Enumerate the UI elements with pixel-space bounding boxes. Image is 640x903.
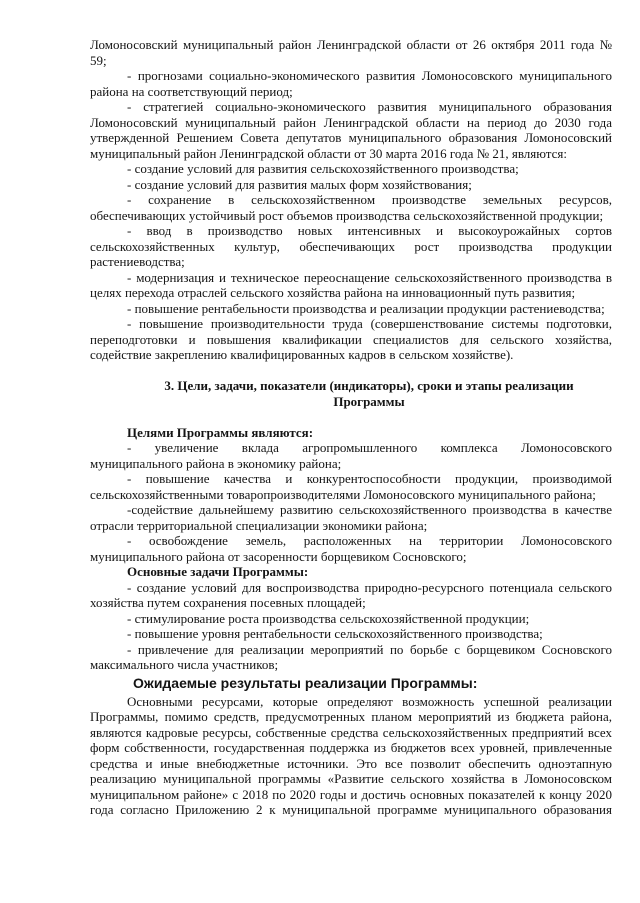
text-line: - создание условий для воспроизводства природно-ресурсного потенциала сельского	[127, 579, 612, 595]
results-text	[90, 694, 612, 818]
priority-item	[90, 177, 612, 193]
text-line: сельскохозяйственными товаропроизводителями Ломоносовского муниципального района;	[90, 486, 596, 502]
goal-item	[90, 533, 612, 564]
text-line: форм собственности, государственная поддержка из бюджетов всех уровней, привлеченные	[90, 740, 612, 755]
text-line: района на соответствующий период;	[90, 83, 293, 99]
text-line: - прогнозами социально-экономического развития Ломоносовского муниципального	[127, 68, 612, 83]
priority-item	[90, 161, 612, 177]
task-item	[90, 611, 612, 627]
intro-continuation	[90, 37, 612, 68]
text-line: - повышение качества и конкурентоспособности продукции, производимой	[127, 471, 612, 486]
text-line: растениеводства;	[90, 254, 185, 269]
paragraph-spacer	[90, 409, 612, 425]
text-line: - сохранение в сельскохозяйственном производстве земельных ресурсов,	[127, 192, 612, 207]
goal-item	[90, 502, 612, 533]
results-heading: Ожидаемые результаты реализации Программы:	[133, 674, 478, 691]
text-line: - повышение производительности труда (совершенствование системы подготовки,	[127, 316, 612, 331]
text-line: - стимулирование роста производства сельскохозяйственной продукции;	[127, 610, 530, 626]
text-line: Ломоносовский муниципальный район Ленинградской области от 26 октября 2011 года №	[90, 37, 612, 52]
text-line: -содействие дальнейшему развитию сельскохозяйственного производства в качестве	[127, 502, 612, 517]
basis-list	[90, 68, 612, 161]
text-line: целях перехода отраслей сельского хозяйства района на инновационный путь развития;	[90, 285, 576, 300]
text-line: сельскохозяйственных культур, обеспечивающих рост производства продукции	[90, 238, 612, 254]
text-line: содействие закреплению квалифицированных кадров в сельском хозяйстве).	[90, 347, 514, 362]
text-line: - повышение уровня рентабельности сельскохозяйственного производства;	[127, 626, 543, 641]
goals-list	[90, 440, 612, 564]
text-line: отрасли территориальной специализации экономики района;	[90, 517, 428, 533]
section-heading	[90, 378, 612, 409]
results-paragraph	[90, 694, 612, 818]
goal-item	[90, 440, 612, 471]
text-line: средства и иные внебюджетные источники. Это все позволит обеспечить одноэтапную	[90, 755, 612, 771]
text-line: Программы	[333, 393, 405, 409]
text-line: - увеличение вклада агропромышленного комплекса Ломоносовского	[127, 440, 612, 455]
text-line: хозяйства путем сохранения посевных площадей;	[90, 595, 366, 610]
continued-paragraph	[90, 37, 612, 68]
text-line: - модернизация и техническое переоснащение сельскохозяйственного производства в	[127, 269, 612, 285]
priority-item	[90, 270, 612, 301]
paragraph-spacer	[90, 363, 612, 379]
text-line: 3. Цели, задачи, показатели (индикаторы), сроки и этапы реализации	[164, 378, 574, 393]
tasks-label: Основные задачи Программы:	[127, 564, 309, 579]
text-line: - повышение рентабельности производства и реализации продукции растениеводства;	[127, 300, 605, 316]
section-heading-text	[126, 378, 612, 409]
task-item	[90, 642, 612, 673]
basis-item	[90, 68, 612, 99]
text-line: Основными ресурсами, которые определяют возможность успешной реализации	[127, 693, 612, 709]
text-line: обеспечивающих устойчивый рост объемов производства сельскохозяйственной продукции;	[90, 207, 604, 223]
text-line: максимального числа участников;	[90, 657, 279, 672]
text-line: - создание условий для развития малых форм хозяйствования;	[127, 176, 472, 192]
text-line: муниципальном районе» с 2018 по 2020 годы и достичь основных показателей к концу 2020	[90, 786, 612, 802]
tasks-list	[90, 580, 612, 673]
text-line: реализацию муниципальной программы «Развитие сельского хозяйства в Ломоносовском	[90, 771, 612, 786]
basis-item	[90, 99, 612, 161]
priority-list	[90, 161, 612, 363]
text-line: - привлечение для реализации мероприятий по борьбе с борщевиком Сосновского	[127, 641, 612, 657]
text-line: переподготовки и повышения квалификации специалистов для сельского хозяйства,	[90, 331, 612, 347]
page-text	[90, 37, 612, 818]
text-line: муниципальный район Ленинградской области от 30 марта 2016 года № 21, являются:	[90, 145, 568, 161]
text-line: года согласно Приложению 2 к муниципальной программе муниципального образования	[90, 802, 612, 817]
task-item	[90, 580, 612, 611]
text-line: Программы, помимо средств, предусмотренных планом мероприятий из бюджета района,	[90, 709, 612, 724]
text-line: являются кадровые ресурсы, собственные средства сельскохозяйственных предприятий всех	[90, 724, 612, 740]
text-line: утвержденной Решением Совета депутатов муниципального образования Ломоносовский	[90, 130, 612, 145]
text-line: - стратегией социально-экономического развития муниципального образования	[127, 99, 612, 114]
priority-item	[90, 192, 612, 223]
text-line: 59;	[90, 52, 107, 68]
text-line: - освобождение земель, расположенных на территории Ломоносовского	[127, 533, 612, 548]
priority-item	[90, 316, 612, 363]
text-line: Ломоносовский муниципальный район Ленинградской области на период до 2030 года	[90, 114, 612, 130]
text-line: - создание условий для развития сельскохозяйственного производства;	[127, 161, 519, 176]
goals-label: Целями Программы являются:	[127, 424, 314, 440]
text-line: муниципального района в экономику района;	[90, 455, 342, 471]
text-line: муниципального района от засоренности борщевиком Сосновского;	[90, 548, 467, 564]
priority-item	[90, 223, 612, 270]
text-line: - ввод в производство новых интенсивных и высокоурожайных сортов	[127, 223, 612, 238]
goal-item	[90, 471, 612, 502]
priority-item	[90, 301, 612, 317]
task-item	[90, 626, 612, 642]
